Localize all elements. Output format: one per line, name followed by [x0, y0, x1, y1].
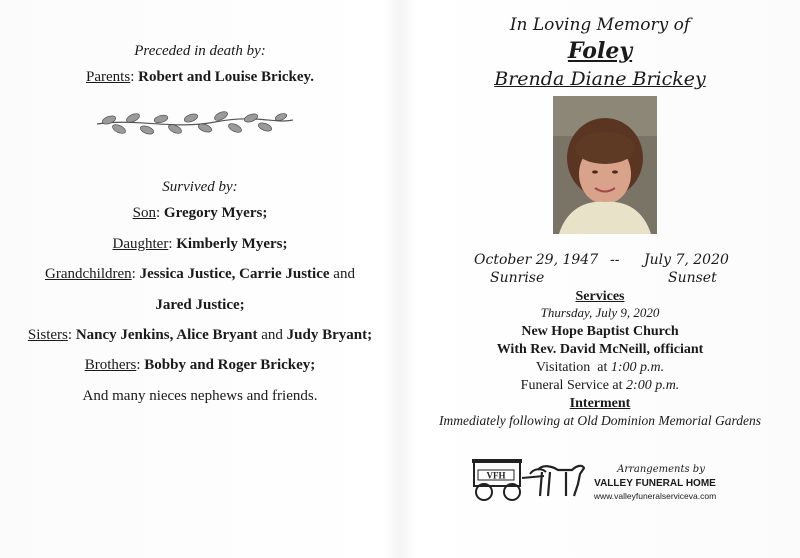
son-line: Son: Gregory Myers; — [132, 205, 268, 221]
services-heading: Services — [575, 289, 625, 304]
sisters-line: Sisters: Nancy Jenkins, Alice Bryant and Judy Bryant; — [27, 327, 373, 343]
sisters-names-2: Judy Bryant; — [286, 327, 373, 343]
son-label: Son — [132, 205, 156, 221]
funeral-time: 2:00 p.m. — [626, 378, 680, 393]
service-date: Thursday, July 9, 2020 — [540, 305, 660, 320]
grandchildren-and: and — [329, 266, 355, 282]
parents-label: Parents — [86, 69, 131, 85]
full-name: Brenda Diane Brickey — [494, 68, 706, 90]
church-name: New Hope Baptist Church — [521, 324, 679, 339]
interment-heading: Interment — [569, 396, 631, 411]
grandchildren-line: Grandchildren: Jessica Justice, Carrie Justice and — [45, 266, 355, 282]
parents-names: Robert and Louise Brickey. — [138, 69, 314, 85]
visitation-time: 1:00 p.m. — [610, 360, 665, 375]
nickname: Foley — [567, 38, 633, 64]
horse-drawn-hearse-logo-icon — [472, 456, 592, 502]
officiant: With Rev. David McNeill, officiant — [496, 342, 704, 357]
visitation-label: Visitation at — [535, 360, 611, 375]
sisters-names-1: Nancy Jenkins, Alice Bryant — [75, 327, 258, 343]
brothers-names: Bobby and Roger Brickey; — [144, 357, 316, 373]
funeral-label: Funeral Service at — [520, 378, 627, 393]
grandchildren-names: Jessica Justice, Carrie Justice — [139, 266, 330, 282]
visitation-line — [400, 360, 800, 376]
sisters-and: and — [257, 327, 287, 343]
portrait-image-icon — [553, 96, 657, 234]
brothers-label: Brothers — [84, 357, 137, 373]
memory-heading: In Loving Memory of — [509, 15, 691, 35]
sunrise-label: Sunrise — [490, 270, 545, 286]
funeral-home-name: VALLEY FUNERAL HOME — [594, 478, 716, 489]
daughter-label: Daughter — [112, 236, 169, 252]
preceded-heading: Preceded in death by: — [134, 43, 266, 59]
closing-line: And many nieces nephews and friends. — [82, 388, 318, 404]
portrait-photo — [553, 96, 657, 234]
parents-line: Parents: Robert and Louise Brickey. — [86, 69, 314, 85]
vine-ornament-icon — [95, 110, 295, 138]
sisters-label: Sisters — [27, 327, 68, 343]
funeral-home-block — [585, 464, 725, 501]
birth-date: October 29, 1947 — [474, 252, 599, 268]
funeral-line — [400, 378, 800, 394]
grandchildren-names-2: Jared Justice; — [155, 297, 245, 313]
interment-text: Immediately following at Old Dominion Memorial Gardens — [439, 413, 761, 428]
hearse-logo-text: VFH — [486, 470, 506, 481]
date-dash: -- — [610, 252, 620, 268]
survived-heading: Survived by: — [162, 179, 238, 195]
grandchildren-label: Grandchildren — [45, 266, 132, 282]
daughter-line: Daughter: Kimberly Myers; — [112, 236, 288, 252]
arrangements-label: Arrangements by — [617, 464, 705, 475]
funeral-home-website[interactable]: www.valleyfuneralserviceva.com — [593, 491, 717, 501]
brothers-line: Brothers: Bobby and Roger Brickey; — [84, 357, 316, 373]
daughter-names: Kimberly Myers; — [176, 236, 288, 252]
sunset-label: Sunset — [668, 270, 717, 286]
son-names: Gregory Myers; — [163, 205, 268, 221]
death-date: July 7, 2020 — [644, 252, 729, 268]
right-panel — [400, 0, 800, 558]
